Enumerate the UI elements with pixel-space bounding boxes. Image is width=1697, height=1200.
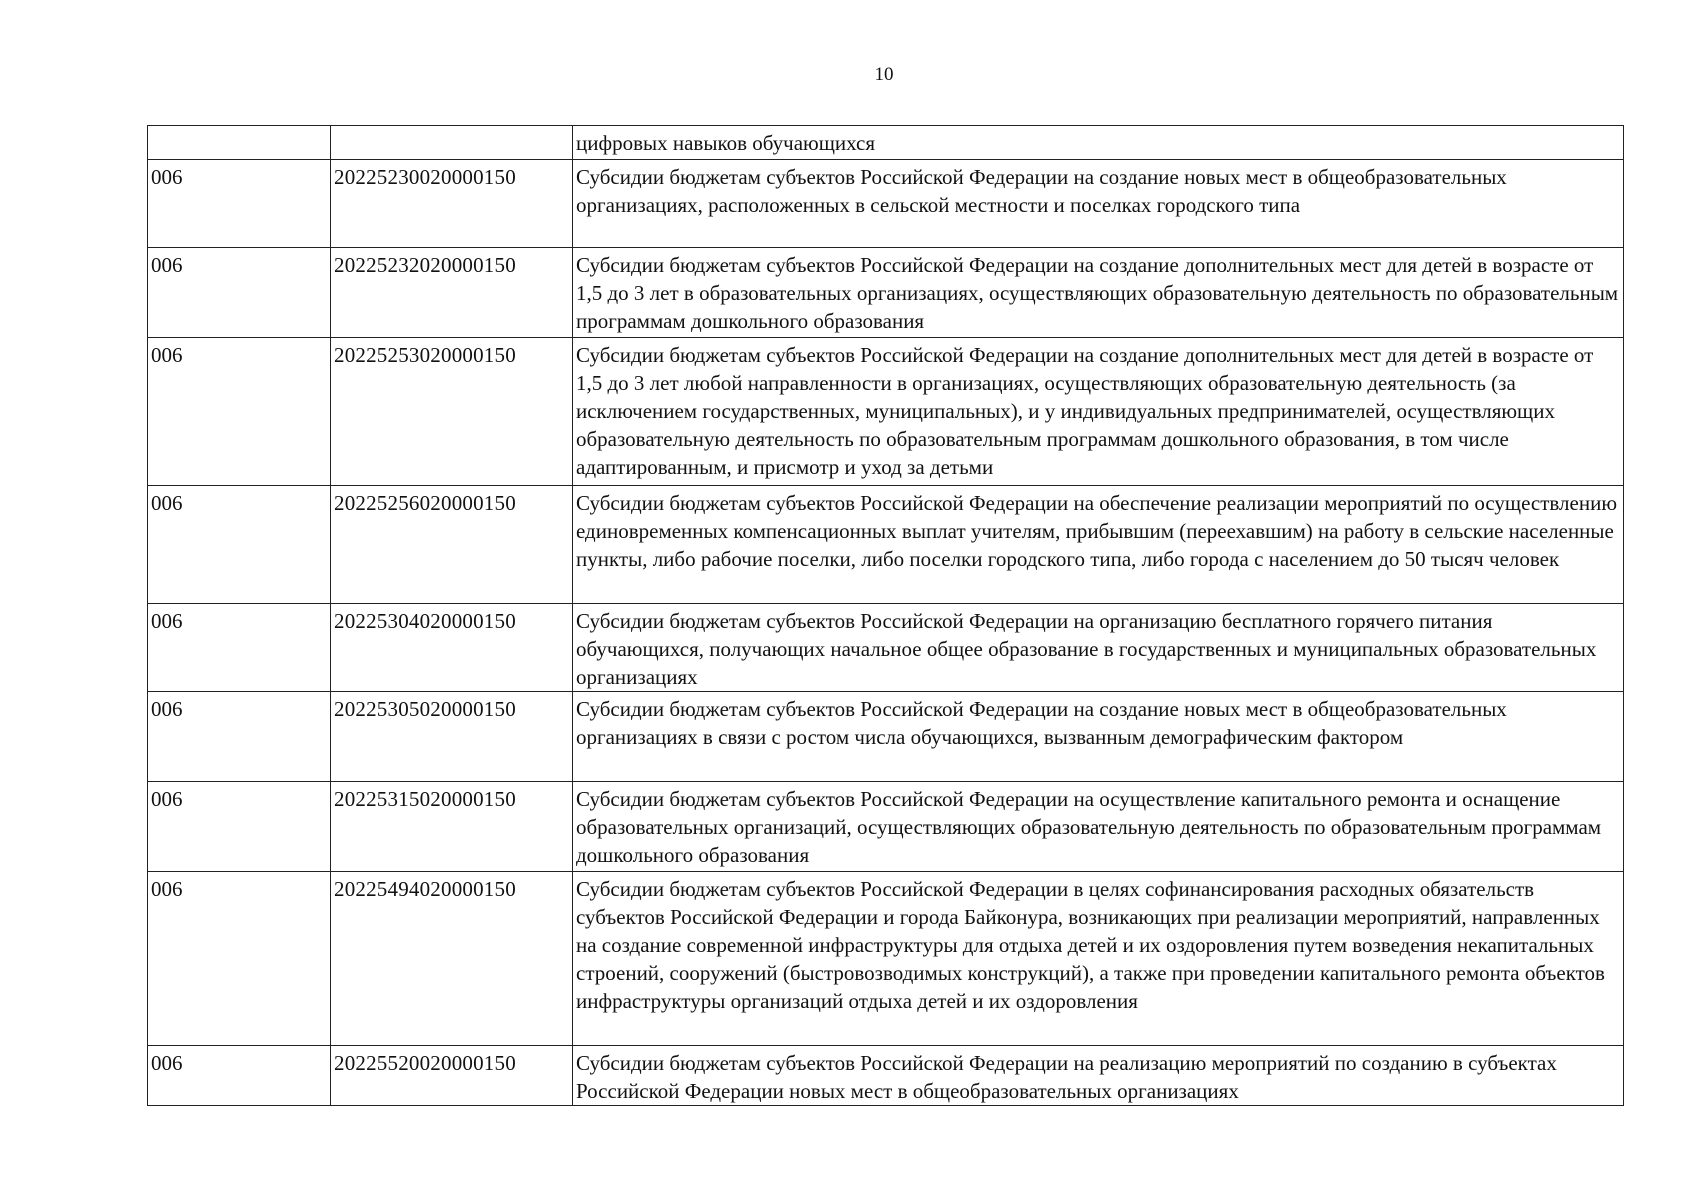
description-cell: цифровых навыков обучающихся [573,126,1624,160]
admin-code-cell: 006 [148,486,331,604]
budget-code-cell: 20225315020000150 [331,782,573,872]
description-cell: Субсидии бюджетам субъектов Российской Федерации на создание дополнительных мест для детей в возрасте от 1,5 до 3 лет в образовательных организациях, осуществляющих образовательную деятельность по образовательным программам дошкольного образования [573,248,1624,338]
description-cell: Субсидии бюджетам субъектов Российской Федерации на обеспечение реализации мероприятий по осуществлению единовременных компенсационных выплат учителям, прибывшим (переехавшим) на работу в сельские населенные пункты, либо рабочие поселки, либо поселки городского типа, либо города с населением до 50 тысяч человек [573,486,1624,604]
description-cell: Субсидии бюджетам субъектов Российской Федерации на создание дополнительных мест для детей в возрасте от 1,5 до 3 лет любой направленности в организациях, осуществляющих образовательную деятельность (за исключением государственных, муниципальных), и у индивидуальных предпринимателей, осуществляющих образовательную деятельность по образовательным программам дошкольного образования, в том числе адаптированным, и присмотр и уход за детьми [573,338,1624,486]
description-cell: Субсидии бюджетам субъектов Российской Федерации на создание новых мест в общеобразовательных организациях в связи с ростом числа обучающихся, вызванным демографическим фактором [573,692,1624,782]
admin-code-cell: 006 [148,604,331,692]
description-cell: Субсидии бюджетам субъектов Российской Федерации на создание новых мест в общеобразовательных организациях, расположенных в сельской местности и поселках городского типа [573,160,1624,248]
admin-code-cell: 006 [148,248,331,338]
description-cell: Субсидии бюджетам субъектов Российской Федерации на осуществление капитального ремонта и оснащение образовательных организаций, осуществляющих образовательную деятельность по образовательным программам дошкольного образования [573,782,1624,872]
admin-code-cell: 006 [148,782,331,872]
budget-code-cell: 20225304020000150 [331,604,573,692]
admin-code-cell: 006 [148,338,331,486]
budget-code-cell [331,126,573,160]
budget-code-cell: 20225253020000150 [331,338,573,486]
budget-code-cell: 20225520020000150 [331,1046,573,1106]
table-row [148,1046,1624,1106]
budget-code-cell: 20225230020000150 [331,160,573,248]
table-row [148,338,1624,486]
page-number: 10 [874,64,894,85]
admin-code-cell: 006 [148,160,331,248]
table-row [148,604,1624,692]
budget-code-cell: 20225305020000150 [331,692,573,782]
description-cell: Субсидии бюджетам субъектов Российской Федерации на организацию бесплатного горячего питания обучающихся, получающих начальное общее образование в государственных и муниципальных образовательных организациях [573,604,1624,692]
budget-code-cell: 20225256020000150 [331,486,573,604]
admin-code-cell [148,126,331,160]
table-row [148,872,1624,1046]
table-row [148,248,1624,338]
admin-code-cell: 006 [148,872,331,1046]
table-row [148,486,1624,604]
table-row [148,692,1624,782]
table-row [148,126,1624,160]
description-cell: Субсидии бюджетам субъектов Российской Федерации в целях софинансирования расходных обязательств субъектов Российской Федерации и города Байконура, возникающих при реализации мероприятий, направленных на создание современной инфраструктуры для отдыха детей и их оздоровления путем возведения некапитальных строений, сооружений (быстровозводимых конструкций), а также при проведении капитального ремонта объектов инфраструктуры организаций отдыха детей и их оздоровления [573,872,1624,1046]
admin-code-cell: 006 [148,692,331,782]
budget-code-cell: 20225494020000150 [331,872,573,1046]
table-row [148,160,1624,248]
description-cell: Субсидии бюджетам субъектов Российской Федерации на реализацию мероприятий по созданию в субъектах Российской Федерации новых мест в общеобразовательных организациях [573,1046,1624,1106]
admin-code-cell: 006 [148,1046,331,1106]
table-row [148,782,1624,872]
budget-code-cell: 20225232020000150 [331,248,573,338]
budget-codes-table [147,125,1624,1106]
